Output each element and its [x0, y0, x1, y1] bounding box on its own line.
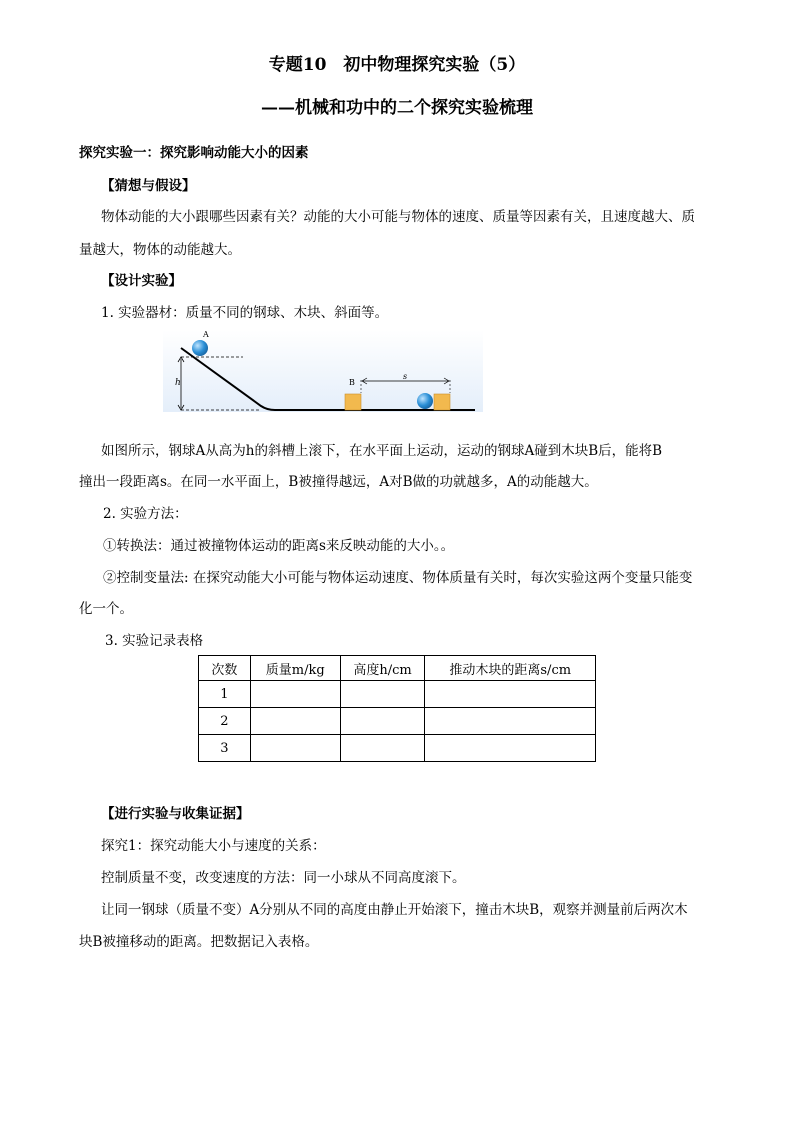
block-b	[345, 394, 361, 410]
design-heading: 【设计实验】	[101, 273, 182, 289]
guess-heading: 【猜想与假设】	[101, 178, 196, 194]
guess-text-line-2: 量越大，物体的动能越大。	[79, 242, 241, 258]
label-s: s	[403, 372, 408, 381]
table-cell: 2	[199, 708, 251, 735]
table-cell	[425, 708, 596, 735]
design-item-1: 1. 实验器材：质量不同的钢球、木块、斜面等。	[101, 305, 389, 321]
table-row	[199, 708, 596, 735]
record-table	[198, 655, 596, 762]
table-header-cell: 质量m/kg	[250, 656, 340, 681]
ball-a-moved	[417, 393, 433, 409]
experiment-heading: 【进行实验与收集证据】	[101, 806, 250, 822]
design-item-2: 2. 实验方法：	[103, 506, 188, 522]
experiment-line-3: 让同一钢球（质量不变）A分别从不同的高度由静止开始滚下，撞击木块B，观察并测量前后两次木	[101, 902, 688, 918]
page-title: 专题10 初中物理探究实验（5）	[268, 55, 526, 75]
experiment-line-2: 控制质量不变，改变速度的方法：同一小球从不同高度滚下。	[101, 870, 466, 886]
table-cell	[425, 735, 596, 762]
label-h: h	[175, 378, 181, 388]
method-1: ①转换法：通过被撞物体运动的距离s来反映动能的大小。。	[103, 538, 455, 554]
label-a: A	[203, 330, 209, 339]
table-cell	[250, 681, 340, 708]
table-header-cell: 高度h/cm	[340, 656, 425, 681]
figure-desc-line-1: 如图所示，钢球A从高为h的斜槽上滚下，在水平面上运动，运动的钢球A碰到木块B后，能将B	[101, 443, 663, 459]
experiment-line-4: 块B被撞移动的距离。把数据记入表格。	[79, 934, 319, 950]
method-2-line-2: 化一个。	[79, 601, 133, 617]
table-cell	[340, 681, 425, 708]
ball-a	[192, 340, 208, 356]
design-item-3: 3. 实验记录表格	[105, 633, 204, 649]
block-b-moved	[434, 394, 450, 410]
experiment-line-1: 探究1：探究动能大小与速度的关系：	[101, 838, 326, 854]
table-header-cell: 推动木块的距离s/cm	[425, 656, 596, 681]
page-subtitle: ——机械和功中的二个探究实验梳理	[261, 98, 533, 118]
table-cell	[250, 708, 340, 735]
table-cell	[340, 735, 425, 762]
table-cell	[250, 735, 340, 762]
label-b: B	[349, 378, 355, 387]
table-cell	[340, 708, 425, 735]
method-2-line-1: ②控制变量法: 在探究动能大小可能与物体运动速度、物体质量有关时，每次实验这两个变量只能变	[103, 570, 693, 586]
table-header-cell: 次数	[199, 656, 251, 681]
figure-desc-line-2: 撞出一段距离s。在同一水平面上，B被撞得越远，A对B做的功就越多，A的动能越大。	[79, 474, 598, 490]
table-row	[199, 681, 596, 708]
table-header-row	[199, 656, 596, 681]
table-row	[199, 735, 596, 762]
table-cell	[425, 681, 596, 708]
section-heading-1: 探究实验一：探究影响动能大小的因素	[79, 145, 309, 161]
incline-experiment-figure	[163, 330, 483, 412]
table-cell: 1	[199, 681, 251, 708]
table-cell: 3	[199, 735, 251, 762]
guess-text-line-1: 物体动能的大小跟哪些因素有关？动能的大小可能与物体的速度、质量等因素有关，且速度越大、质	[101, 209, 695, 225]
